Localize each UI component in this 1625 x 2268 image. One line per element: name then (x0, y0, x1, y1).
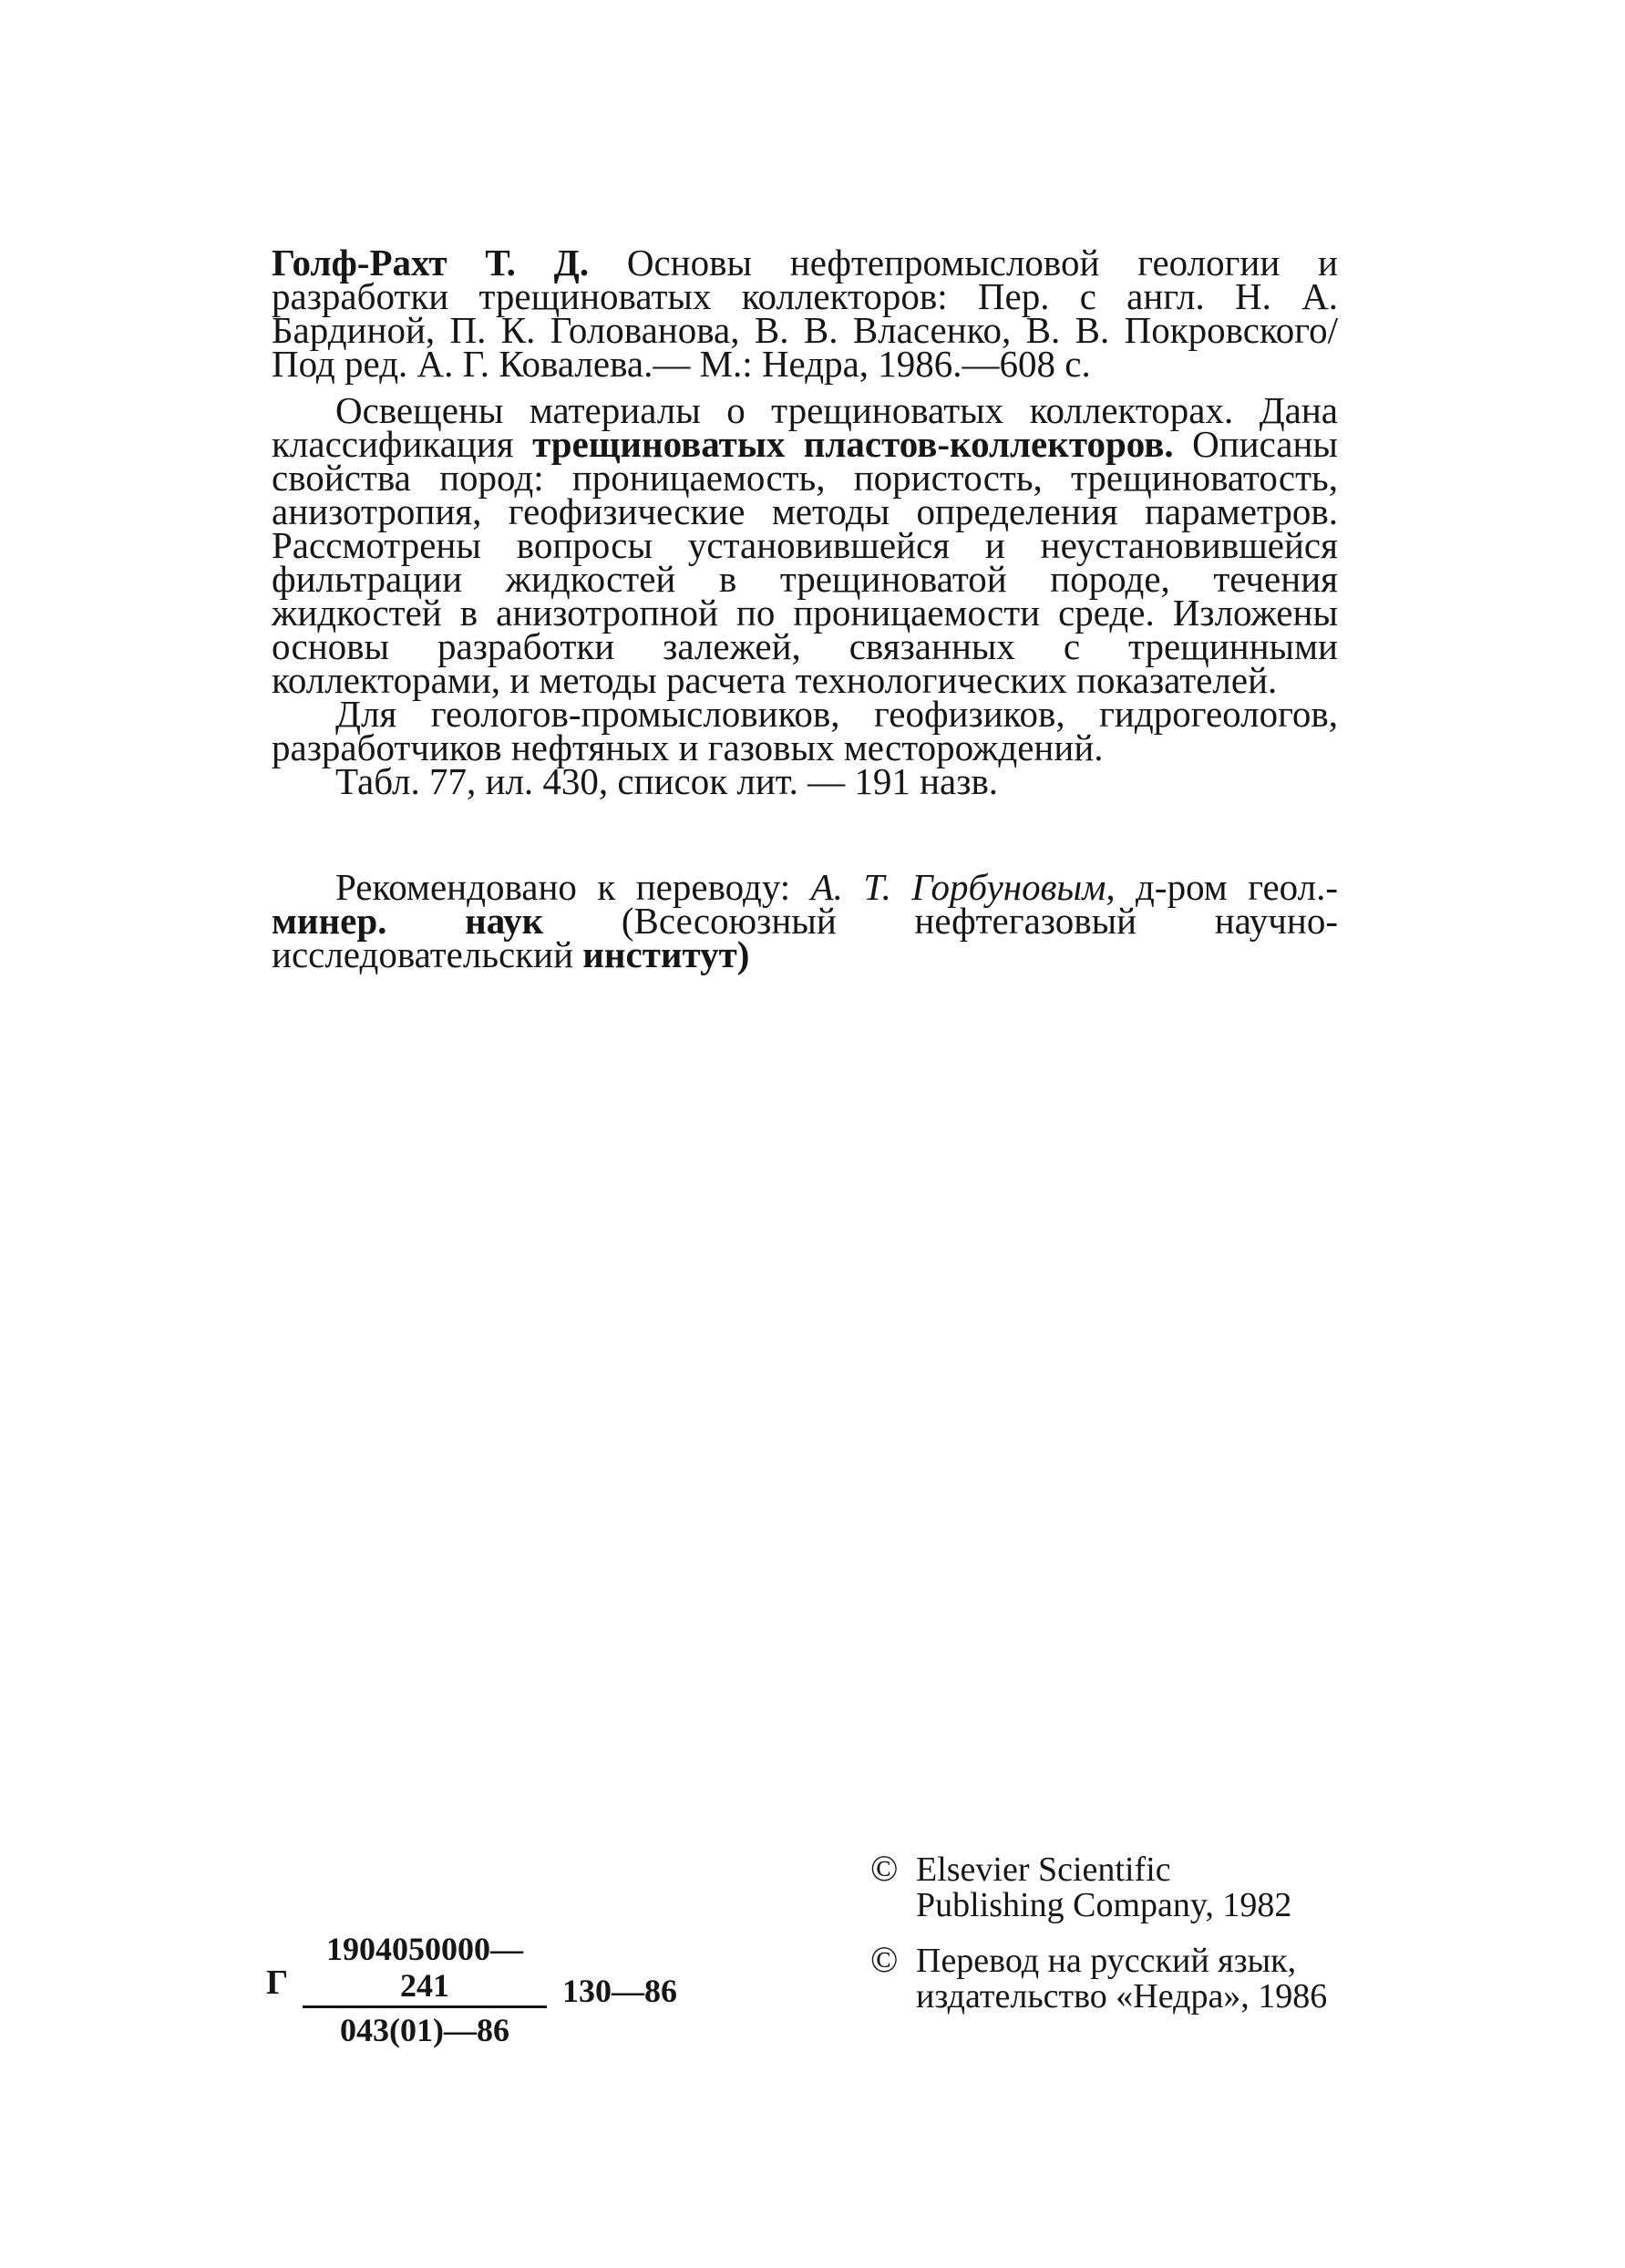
author-name: Голф-Рахт Т. Д. (272, 242, 590, 284)
copyright-publisher: издательство «Недра», 1986 (916, 1977, 1328, 2015)
catalog-numerator: 1904050000—241 (326, 1931, 523, 2004)
fraction-rule (303, 2005, 547, 2008)
annotation-intro: Освещены материалы о трещиноватых коллекторах. Дана классификация (272, 389, 1338, 465)
catalog-letter: Г (266, 1964, 289, 2002)
contents-summary: Табл. 77, ил. 430, список лит. — 191 назв. (335, 760, 999, 802)
annotation (272, 389, 1338, 802)
copyright-holder: Elsevier Scientific (916, 1850, 1171, 1889)
copyright-translation-note: Перевод на русский язык, (916, 1942, 1297, 1980)
catalog-suffix: 130—86 (562, 1973, 677, 2009)
institute-name-end: институт) (582, 933, 750, 975)
annotation-paragraph (272, 389, 1338, 701)
catalog-fraction (303, 1931, 547, 2048)
reviewer-degree-cont: минер. наук (272, 900, 544, 942)
copyright-icon: © (870, 1939, 899, 1980)
copyright-icon: © (870, 1848, 899, 1889)
institute-name: (Всесоюзный нефтегазовый научно-исследовательский (272, 900, 1338, 975)
recommendation-lead: Рекомендовано к переводу: (335, 866, 811, 908)
annotation-emphasis: трещиноватых пластов-коллекторов. (532, 423, 1174, 465)
bibliographic-entry (272, 242, 1339, 385)
recommendation (272, 866, 1338, 975)
copyright-year: Publishing Company, 1982 (916, 1886, 1292, 1924)
annotation-body: Описаны свойства пород: проницаемость, пористость, трещиноватость, анизотропия, геофизические методы определения параметров. Рассмотрены вопросы установившейся и неустановившейся фильтрации жидкостей в трещиноватой породе, течения жидкостей в анизотропной по проницаемости среде. Изложены основы разработки залежей, связанных с трещинными коллекторами, и методы расчета технологических показателей. (272, 423, 1338, 701)
copyright-translation (870, 1939, 1344, 2015)
reviewer-degree: д-ром геол.- (1115, 866, 1338, 908)
copyright-original (870, 1850, 1344, 1923)
audience-paragraph: Для геологов-промысловиков, геофизиков, гидрогеологов, разработчиков нефтяных и газовых месторождений. (272, 693, 1338, 768)
reviewer-name: А. Т. Горбуновым, (810, 866, 1116, 908)
catalog-denominator: 043(01)—86 (340, 2012, 509, 2048)
bibliographic-description: Основы нефтепромысловой геологии и разработки трещиноватых коллекторов: Пер. с англ. Н. А. Бардиной, П. К. Голованова, В. В. Власенко, В. В. Покровского/Под ред. А. Г. Ковалева.— М.: Недра, 1986.—608 с. (272, 242, 1339, 385)
